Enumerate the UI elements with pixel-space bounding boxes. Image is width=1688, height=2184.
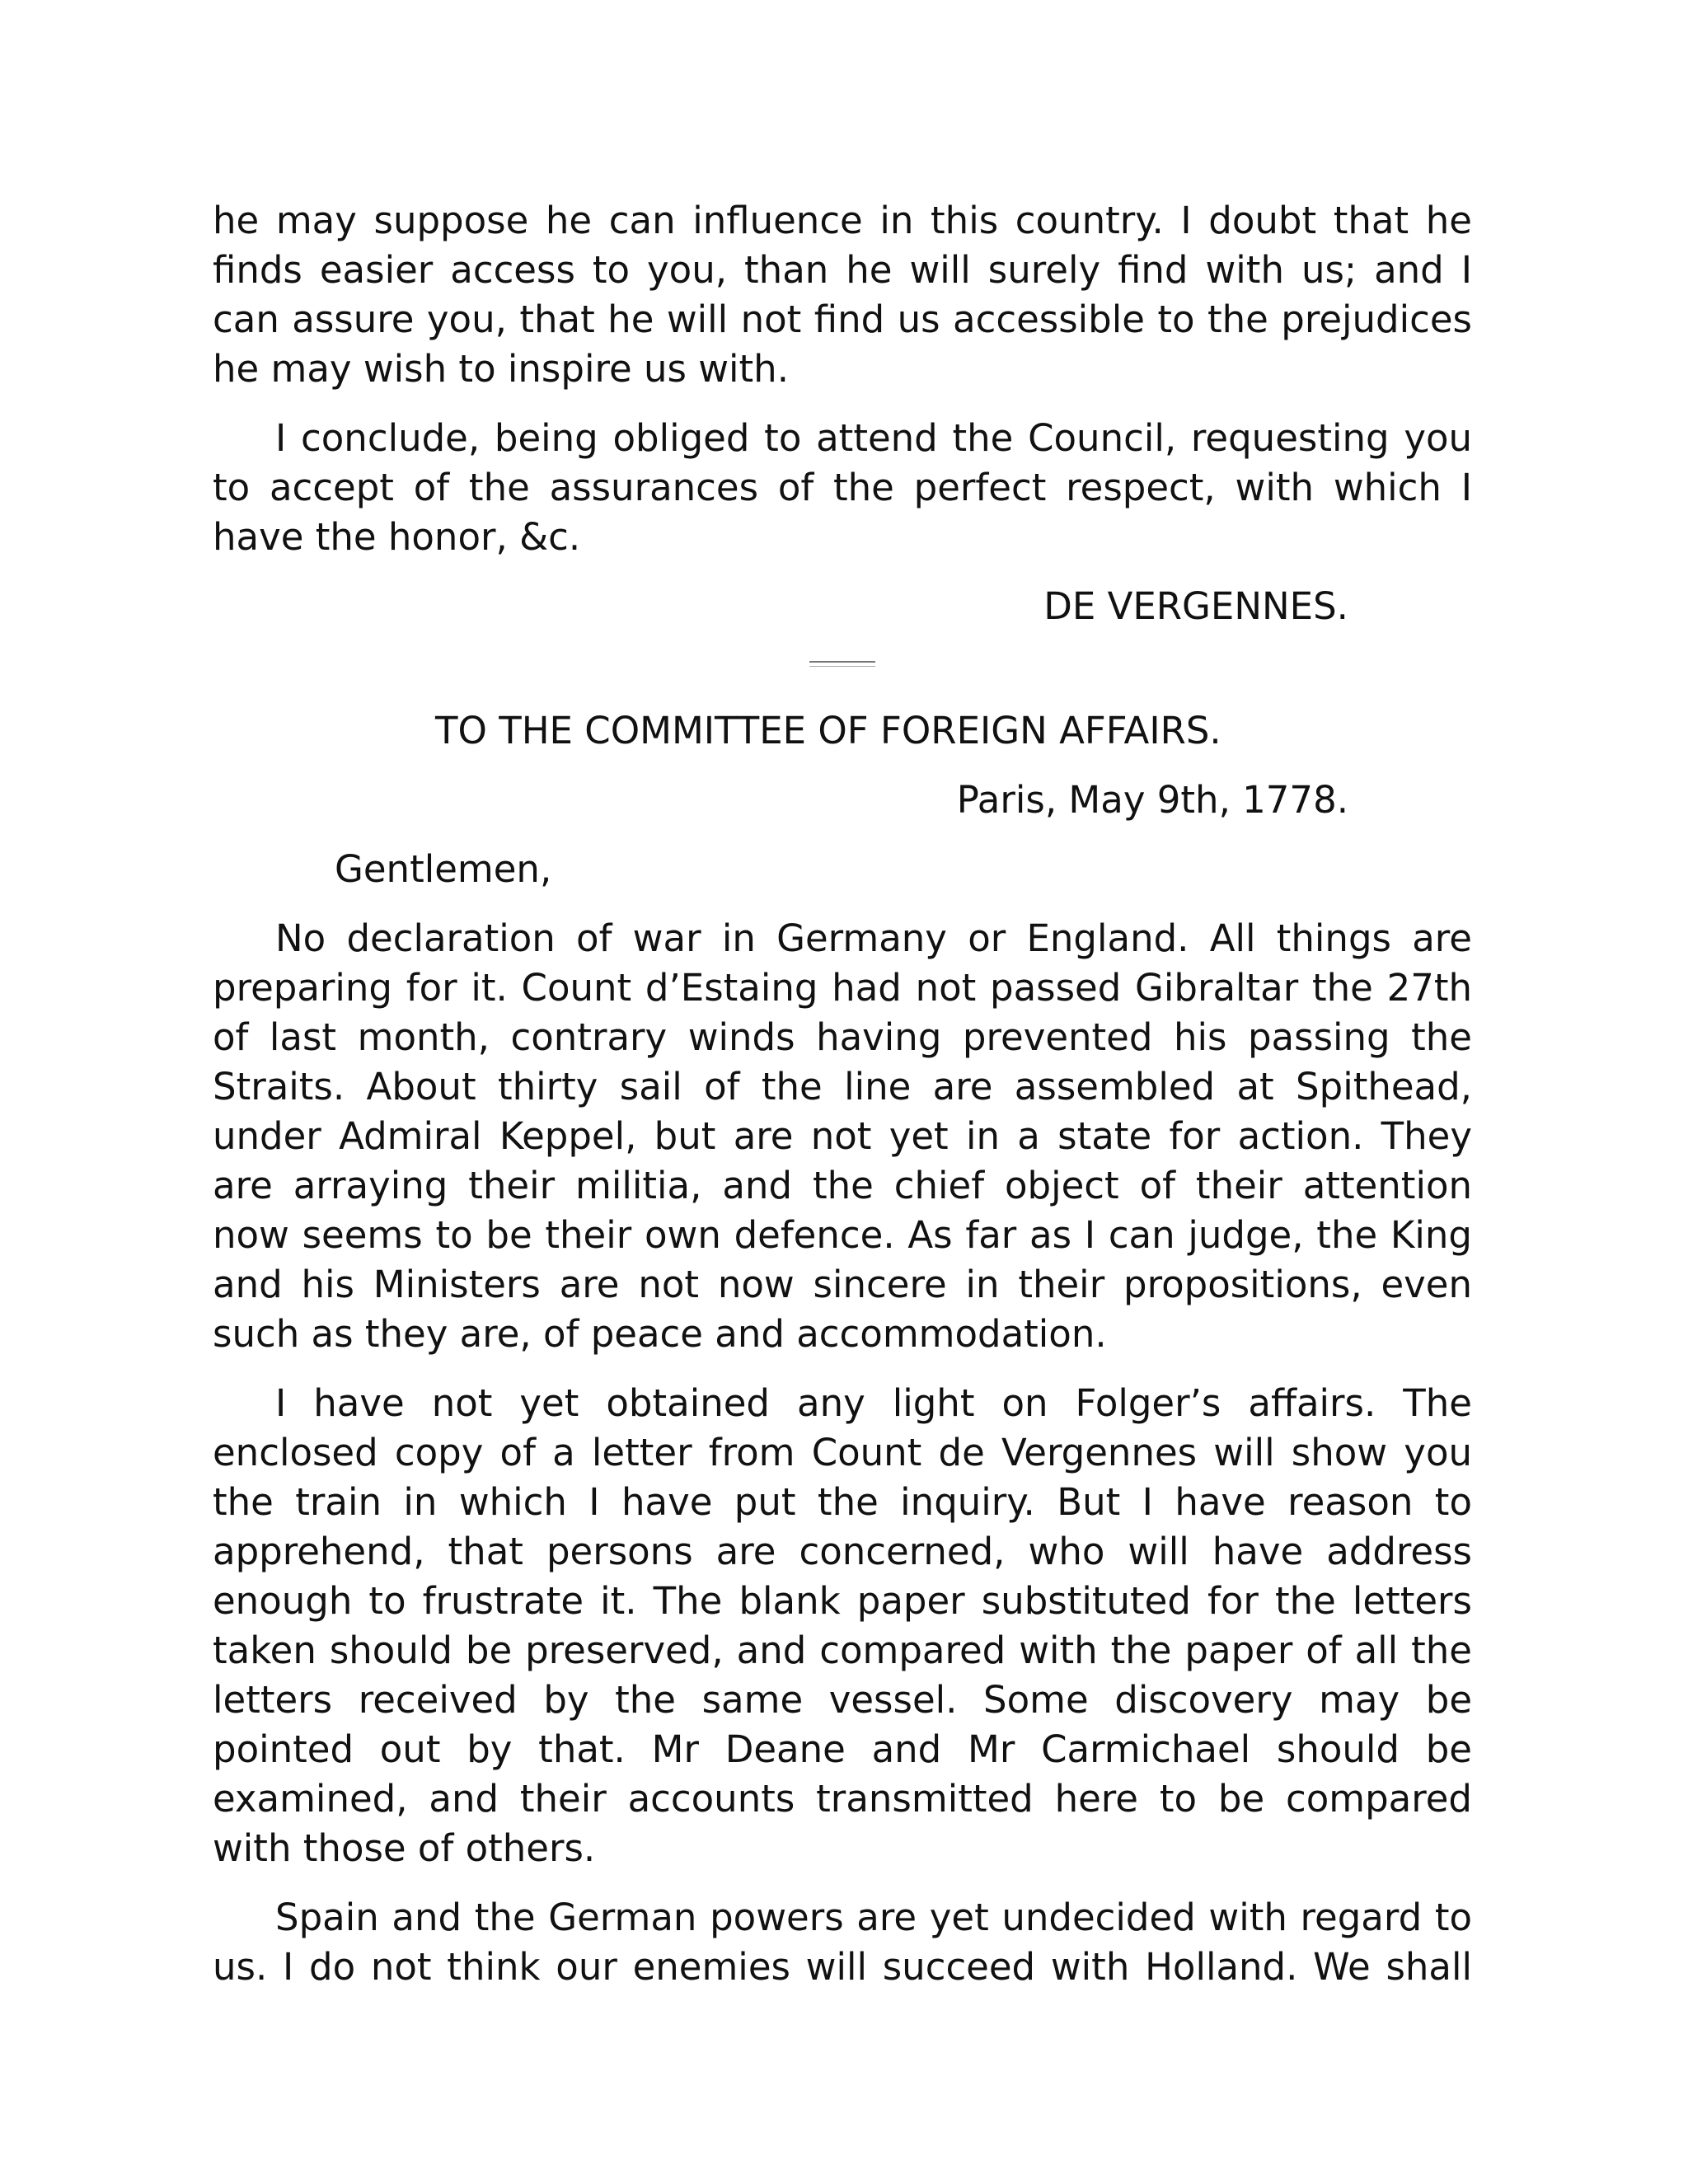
paragraph-continuation: he may suppose he can influence in this country. I doubt that he finds easier access to you, than he will surely find with us; and I can assure you, that he will not find us accessible to the prejudices he may wish to inspire us with. [213,199,1472,391]
paragraph-war-news: No declaration of war in Germany or England. All things are preparing for it. Count d’Estaing had not passed Gibraltar the 27th of last month, contrary winds having prevented his passing the Straits. About thirty sail of the line are assembled at Spithead, under Admiral Keppel, but are not yet in a state for action. They are arraying their militia, and the chief object of their attention now seems to be their own defence. As far as I can judge, the King and his Ministers are not now sincere in their propositions, even such as they are, of peace and accommodation. [213,916,1472,1356]
document-page [213,196,1472,2012]
dateline: Paris, May 9th, 1778. [956,778,1348,822]
paragraph-spain-german-powers: Spain and the German powers are yet undecided with regard to us. I do not think our enemies will succeed with Holland. We shall [213,1896,1472,1989]
paragraph-conclusion: I conclude, being obliged to attend the Council, requesting you to accept of the assurances of the perfect respect, with which I have the honor, &c. [213,416,1472,559]
signature-vergennes: DE VERGENNES. [1043,584,1348,628]
letter-heading: TO THE COMMITTEE OF FOREIGN AFFAIRS. [435,709,1221,752]
paragraph-folger-affairs: I have not yet obtained any light on Folger’s affairs. The enclosed copy of a letter from Count de Vergennes will show you the train in which I have put the inquiry. But I have reason to apprehend, that persons are concerned, who will have address enough to frustrate it. The blank paper substituted for the letters taken should be preserved, and compared with the paper of all the letters received by the same vessel. Some discovery may be pointed out by that. Mr Deane and Mr Carmichael should be examined, and their accounts transmitted here to be compared with those of others. [213,1381,1472,1870]
section-divider [809,661,875,667]
salutation: Gentlemen, [335,847,552,891]
